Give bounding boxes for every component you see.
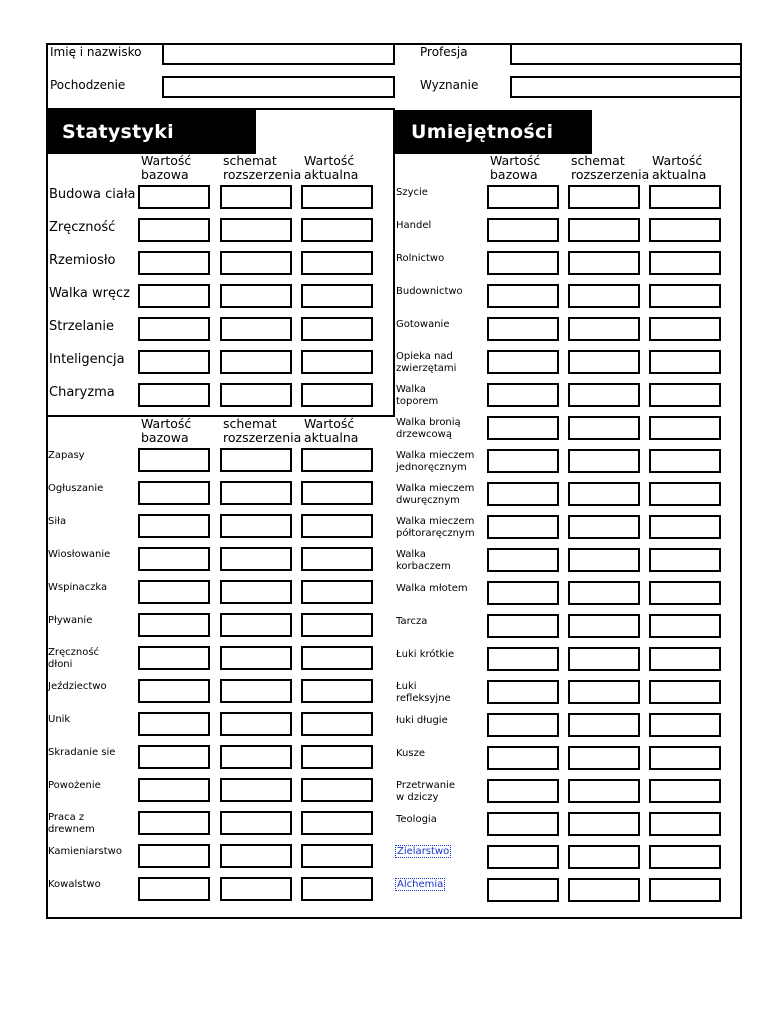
- stat-base-value-0[interactable]: [138, 185, 210, 209]
- skill-label: Teologia: [396, 814, 437, 825]
- skill-current-value-2[interactable]: [649, 251, 721, 275]
- skill-expansion-scheme-1[interactable]: [568, 218, 640, 242]
- subskill-expansion-scheme-13[interactable]: [220, 877, 292, 901]
- stat-label: Budowa ciała: [49, 187, 136, 202]
- subskills-header-col-0: Wartość bazowa: [141, 416, 192, 445]
- subskill-base-value-5[interactable]: [138, 613, 210, 637]
- skill-expansion-scheme-9[interactable]: [568, 482, 640, 506]
- subskill-base-value-11[interactable]: [138, 811, 210, 835]
- skill-base-value-2[interactable]: [487, 251, 559, 275]
- skill-current-value-13[interactable]: [649, 614, 721, 638]
- skill-base-value-10[interactable]: [487, 515, 559, 539]
- subskill-base-value-9[interactable]: [138, 745, 210, 769]
- stat-label: Charyzma: [49, 385, 115, 400]
- subskill-expansion-scheme-7[interactable]: [220, 679, 292, 703]
- skill-label: [396, 879, 444, 891]
- name-label: Imię i nazwisko: [50, 45, 142, 59]
- subskill-expansion-scheme-5[interactable]: [220, 613, 292, 637]
- stat-expansion-scheme-1[interactable]: [220, 218, 292, 242]
- subskill-current-value-4[interactable]: [301, 580, 373, 604]
- subskill-current-value-0[interactable]: [301, 448, 373, 472]
- subskill-base-value-2[interactable]: [138, 514, 210, 538]
- stat-base-value-6[interactable]: [138, 383, 210, 407]
- skill-expansion-scheme-5[interactable]: [568, 350, 640, 374]
- skill-label: Handel: [396, 220, 432, 231]
- origin-label: Pochodzenie: [50, 78, 126, 92]
- stat-current-value-2[interactable]: [301, 251, 373, 275]
- stat-expansion-scheme-5[interactable]: [220, 350, 292, 374]
- skill-base-value-7[interactable]: [487, 416, 559, 440]
- profession-label: Profesja: [420, 45, 468, 59]
- subskill-current-value-5[interactable]: [301, 613, 373, 637]
- skill-base-value-20[interactable]: [487, 845, 559, 869]
- subskill-label: Ogłuszanie: [48, 483, 104, 494]
- stat-current-value-4[interactable]: [301, 317, 373, 341]
- subskill-current-value-3[interactable]: [301, 547, 373, 571]
- skill-link[interactable]: Zielarstwo: [397, 846, 450, 857]
- subskill-label: Zręczność dłoni: [48, 647, 100, 670]
- subskill-base-value-0[interactable]: [138, 448, 210, 472]
- subskill-label: Wiosłowanie: [48, 549, 111, 560]
- skill-base-value-14[interactable]: [487, 647, 559, 671]
- stat-label: Zręczność: [49, 220, 116, 235]
- skill-label: Przetrwanie w dziczy: [396, 780, 455, 803]
- skill-current-value-8[interactable]: [649, 449, 721, 473]
- subskills-header-col-1: schemat rozszerzenia: [223, 416, 302, 445]
- skill-expansion-scheme-10[interactable]: [568, 515, 640, 539]
- skills-title: Umiejętności: [395, 110, 592, 154]
- skill-base-value-17[interactable]: [487, 746, 559, 770]
- skill-expansion-scheme-19[interactable]: [568, 812, 640, 836]
- faith-label: Wyznanie: [420, 78, 479, 92]
- skill-base-value-5[interactable]: [487, 350, 559, 374]
- subskill-current-value-1[interactable]: [301, 481, 373, 505]
- skill-current-value-12[interactable]: [649, 581, 721, 605]
- subskill-base-value-13[interactable]: [138, 877, 210, 901]
- stat-current-value-6[interactable]: [301, 383, 373, 407]
- subskill-label: Kamieniarstwo: [48, 846, 122, 857]
- subskill-label: Kowalstwo: [48, 879, 101, 890]
- skill-label: [396, 846, 450, 858]
- skill-base-value-16[interactable]: [487, 713, 559, 737]
- stat-expansion-scheme-4[interactable]: [220, 317, 292, 341]
- subskill-base-value-3[interactable]: [138, 547, 210, 571]
- subskill-base-value-4[interactable]: [138, 580, 210, 604]
- subskill-label: Wspinaczka: [48, 582, 108, 593]
- stat-current-value-1[interactable]: [301, 218, 373, 242]
- subskill-expansion-scheme-8[interactable]: [220, 712, 292, 736]
- skill-expansion-scheme-6[interactable]: [568, 383, 640, 407]
- skill-label: Gotowanie: [396, 319, 450, 330]
- skill-base-value-4[interactable]: [487, 317, 559, 341]
- subskill-current-value-6[interactable]: [301, 646, 373, 670]
- skill-current-value-17[interactable]: [649, 746, 721, 770]
- skill-current-value-19[interactable]: [649, 812, 721, 836]
- subskill-label: Siła: [48, 516, 67, 527]
- subskill-expansion-scheme-3[interactable]: [220, 547, 292, 571]
- skill-label: Łuki krótkie: [396, 649, 455, 660]
- subskill-current-value-7[interactable]: [301, 679, 373, 703]
- name-field[interactable]: [162, 43, 395, 65]
- skill-base-value-12[interactable]: [487, 581, 559, 605]
- skills-header-col-2: Wartość aktualna: [652, 153, 707, 182]
- subskill-current-value-9[interactable]: [301, 745, 373, 769]
- skill-label: łuki długie: [396, 715, 448, 726]
- subskill-current-value-10[interactable]: [301, 778, 373, 802]
- subskill-label: Praca z drewnem: [48, 812, 95, 835]
- subskills-header-col-2: Wartość aktualna: [304, 416, 359, 445]
- skill-base-value-9[interactable]: [487, 482, 559, 506]
- skill-expansion-scheme-8[interactable]: [568, 449, 640, 473]
- skill-base-value-21[interactable]: [487, 878, 559, 902]
- skill-expansion-scheme-11[interactable]: [568, 548, 640, 572]
- skill-current-value-10[interactable]: [649, 515, 721, 539]
- skill-label: Walka toporem: [396, 384, 439, 407]
- skill-base-value-0[interactable]: [487, 185, 559, 209]
- stat-base-value-4[interactable]: [138, 317, 210, 341]
- subskill-label: Zapasy: [48, 450, 85, 461]
- stat-expansion-scheme-2[interactable]: [220, 251, 292, 275]
- skill-expansion-scheme-0[interactable]: [568, 185, 640, 209]
- skill-base-value-18[interactable]: [487, 779, 559, 803]
- stat-expansion-scheme-0[interactable]: [220, 185, 292, 209]
- skill-base-value-19[interactable]: [487, 812, 559, 836]
- skill-expansion-scheme-17[interactable]: [568, 746, 640, 770]
- skill-current-value-11[interactable]: [649, 548, 721, 572]
- skill-base-value-3[interactable]: [487, 284, 559, 308]
- subskill-base-value-8[interactable]: [138, 712, 210, 736]
- subskill-current-value-8[interactable]: [301, 712, 373, 736]
- stats-title: Statystyki: [46, 110, 256, 154]
- stat-current-value-5[interactable]: [301, 350, 373, 374]
- skill-current-value-3[interactable]: [649, 284, 721, 308]
- skill-expansion-scheme-16[interactable]: [568, 713, 640, 737]
- skill-expansion-scheme-4[interactable]: [568, 317, 640, 341]
- subskill-base-value-10[interactable]: [138, 778, 210, 802]
- skill-expansion-scheme-18[interactable]: [568, 779, 640, 803]
- skill-label: Walka młotem: [396, 583, 468, 594]
- skill-expansion-scheme-12[interactable]: [568, 581, 640, 605]
- subskill-label: Powożenie: [48, 780, 101, 791]
- subskill-expansion-scheme-11[interactable]: [220, 811, 292, 835]
- subskill-base-value-6[interactable]: [138, 646, 210, 670]
- subskill-expansion-scheme-0[interactable]: [220, 448, 292, 472]
- subskill-label: Unik: [48, 714, 71, 725]
- subskill-label: Skradanie sie: [48, 747, 116, 758]
- stat-current-value-3[interactable]: [301, 284, 373, 308]
- stats-header-col-1: schemat rozszerzenia: [223, 153, 302, 182]
- skill-label: Kusze: [396, 748, 426, 759]
- subskill-expansion-scheme-6[interactable]: [220, 646, 292, 670]
- skill-label: Walka bronią drzewcową: [396, 417, 461, 440]
- subskill-expansion-scheme-9[interactable]: [220, 745, 292, 769]
- subskill-base-value-7[interactable]: [138, 679, 210, 703]
- subskill-expansion-scheme-1[interactable]: [220, 481, 292, 505]
- stats-header-col-2: Wartość aktualna: [304, 153, 359, 182]
- skill-expansion-scheme-14[interactable]: [568, 647, 640, 671]
- subskill-expansion-scheme-4[interactable]: [220, 580, 292, 604]
- skill-current-value-9[interactable]: [649, 482, 721, 506]
- subskill-current-value-12[interactable]: [301, 844, 373, 868]
- subskill-base-value-1[interactable]: [138, 481, 210, 505]
- stat-label: Walka wręcz: [49, 286, 130, 301]
- skill-base-value-6[interactable]: [487, 383, 559, 407]
- skill-current-value-7[interactable]: [649, 416, 721, 440]
- skill-current-value-14[interactable]: [649, 647, 721, 671]
- skill-expansion-scheme-20[interactable]: [568, 845, 640, 869]
- stat-label: Inteligencja: [49, 352, 125, 367]
- skill-label: Rolnictwo: [396, 253, 445, 264]
- skill-current-value-16[interactable]: [649, 713, 721, 737]
- skill-label: Szycie: [396, 187, 428, 198]
- skill-current-value-15[interactable]: [649, 680, 721, 704]
- origin-field[interactable]: [162, 76, 395, 98]
- profession-field[interactable]: [510, 43, 742, 65]
- skill-current-value-0[interactable]: [649, 185, 721, 209]
- skill-base-value-11[interactable]: [487, 548, 559, 572]
- skill-label: Walka mieczem półtoraręcznym: [396, 516, 475, 539]
- skill-base-value-15[interactable]: [487, 680, 559, 704]
- skill-current-value-20[interactable]: [649, 845, 721, 869]
- skill-expansion-scheme-3[interactable]: [568, 284, 640, 308]
- skill-label: Opieka nad zwierzętami: [396, 351, 457, 374]
- skill-current-value-1[interactable]: [649, 218, 721, 242]
- subskill-expansion-scheme-10[interactable]: [220, 778, 292, 802]
- skill-link[interactable]: Alchemia: [397, 879, 444, 890]
- skill-current-value-4[interactable]: [649, 317, 721, 341]
- skills-header-col-0: Wartość bazowa: [490, 153, 541, 182]
- stats-header-col-0: Wartość bazowa: [141, 153, 192, 182]
- skill-label: Walka mieczem jednoręcznym: [396, 450, 475, 473]
- stat-label: Strzelanie: [49, 319, 114, 334]
- stat-base-value-3[interactable]: [138, 284, 210, 308]
- faith-field[interactable]: [510, 76, 742, 98]
- skill-expansion-scheme-15[interactable]: [568, 680, 640, 704]
- subskill-label: Jeździectwo: [48, 681, 107, 692]
- subskill-base-value-12[interactable]: [138, 844, 210, 868]
- skill-current-value-18[interactable]: [649, 779, 721, 803]
- subskill-current-value-2[interactable]: [301, 514, 373, 538]
- stat-base-value-1[interactable]: [138, 218, 210, 242]
- subskill-label: Pływanie: [48, 615, 93, 626]
- skill-base-value-13[interactable]: [487, 614, 559, 638]
- stat-expansion-scheme-6[interactable]: [220, 383, 292, 407]
- stat-current-value-0[interactable]: [301, 185, 373, 209]
- stat-base-value-2[interactable]: [138, 251, 210, 275]
- skill-expansion-scheme-7[interactable]: [568, 416, 640, 440]
- stat-expansion-scheme-3[interactable]: [220, 284, 292, 308]
- subskill-expansion-scheme-12[interactable]: [220, 844, 292, 868]
- subskill-current-value-13[interactable]: [301, 877, 373, 901]
- stat-base-value-5[interactable]: [138, 350, 210, 374]
- subskill-expansion-scheme-2[interactable]: [220, 514, 292, 538]
- skill-label: Budownictwo: [396, 286, 463, 297]
- skill-label: Tarcza: [396, 616, 428, 627]
- skill-current-value-21[interactable]: [649, 878, 721, 902]
- skills-header-col-1: schemat rozszerzenia: [571, 153, 650, 182]
- subskill-current-value-11[interactable]: [301, 811, 373, 835]
- skill-expansion-scheme-21[interactable]: [568, 878, 640, 902]
- skill-label: Walka mieczem dwuręcznym: [396, 483, 475, 506]
- skill-base-value-1[interactable]: [487, 218, 559, 242]
- skill-label: Łuki refleksyjne: [396, 681, 451, 704]
- skill-current-value-5[interactable]: [649, 350, 721, 374]
- skill-expansion-scheme-2[interactable]: [568, 251, 640, 275]
- skill-current-value-6[interactable]: [649, 383, 721, 407]
- skill-base-value-8[interactable]: [487, 449, 559, 473]
- skill-expansion-scheme-13[interactable]: [568, 614, 640, 638]
- skill-label: Walka korbaczem: [396, 549, 451, 572]
- stat-label: Rzemiosło: [49, 253, 116, 268]
